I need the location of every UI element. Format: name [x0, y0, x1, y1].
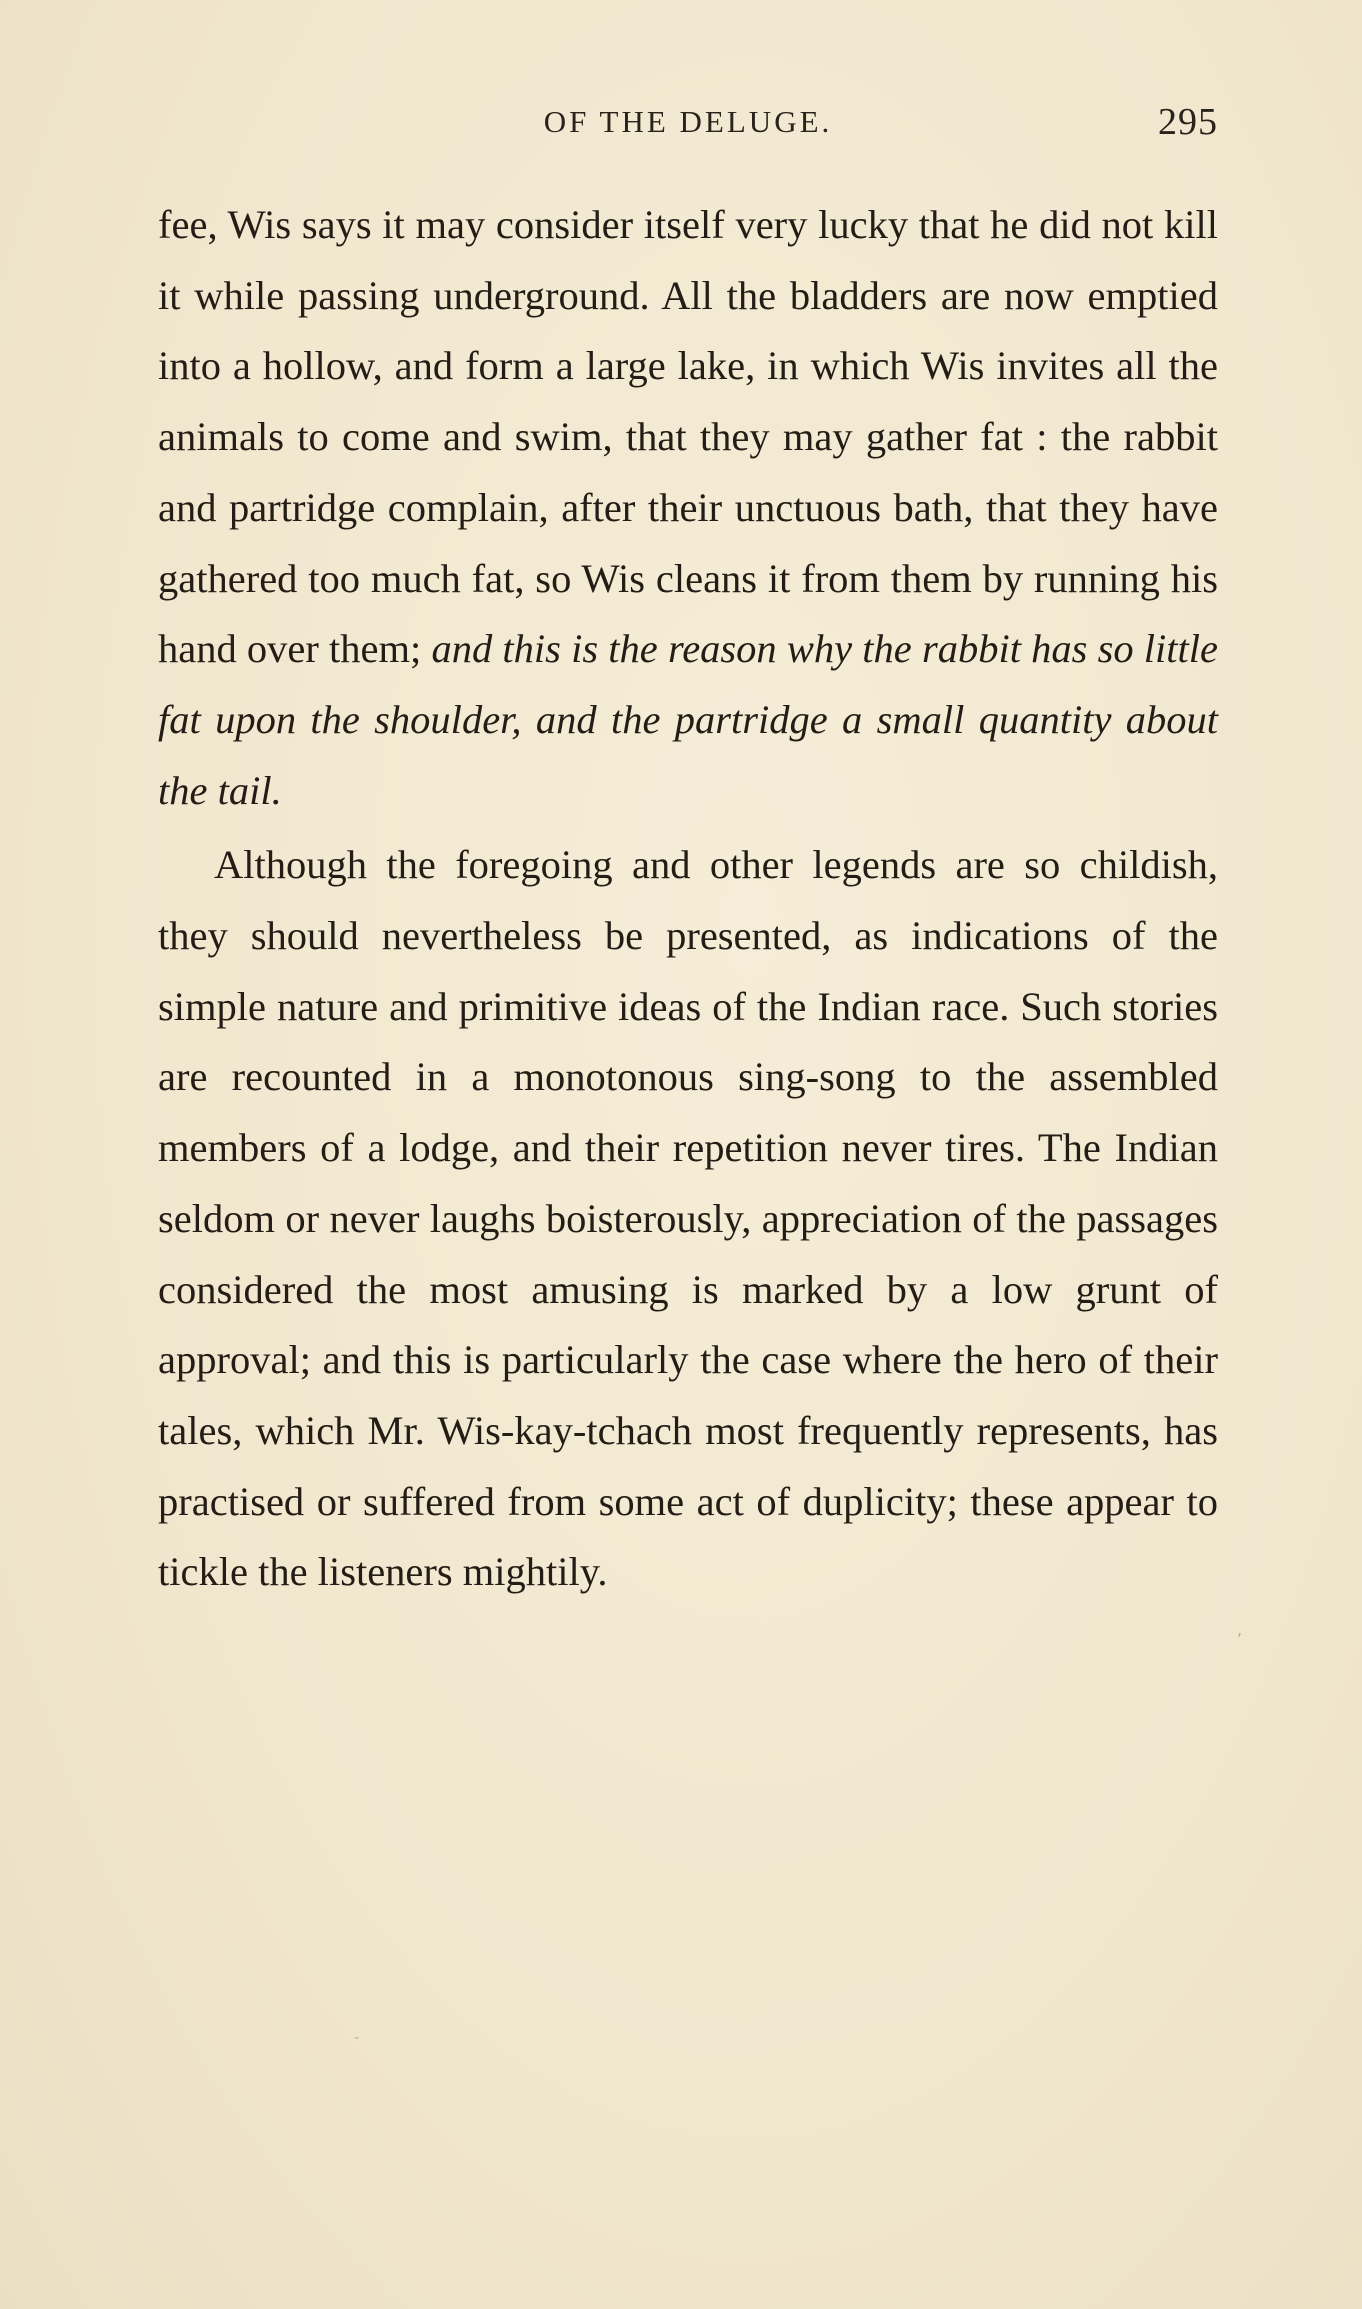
running-head — [158, 101, 1218, 154]
running-title: OF THE DELUGE. — [543, 104, 833, 139]
body-text — [158, 190, 1218, 1608]
paragraph-text: fee, Wis says it may consider itself very lucky that he did not kill it while passing underground. All the bladders are now emptied into a hollow, and form a large lake, in which Wis invites all the animals to come and swim, that they may gather fat : the rabbit and partridge complain, after their unctuous bath, that they have gathered too much fat, so Wis cleans it from them by running his hand over them; — [158, 202, 1218, 672]
paragraph — [158, 830, 1218, 1608]
paragraph-text: Although the foregoing and other legends are so childish, they should nevertheless be presented, as indications of the simple nature and primitive ideas of the Indian race. Such stories are recounted in a monotonous sing-song to the assembled members of a lodge, and their repetition never tires. The Indian seldom or never laughs boisterously, appreciation of the passages considered the most amusing is marked by a low grunt of approval; and this is particularly the case where the hero of their tales, which Mr. Wis-kay-tchach most frequently represents, has practised or suffered from some act of duplicity; these appear to tickle the listeners mightily. — [158, 842, 1218, 1595]
italic-moral: and this is the reason why the rabbit has so little fat upon the shoulder, and the partridge a small quantity about the tail. — [158, 626, 1219, 813]
paragraph-continuation — [158, 190, 1218, 826]
bottom-speck: - — [354, 2030, 360, 2046]
margin-speck: , — [1237, 1620, 1243, 1639]
page-number: 295 — [1158, 101, 1218, 143]
